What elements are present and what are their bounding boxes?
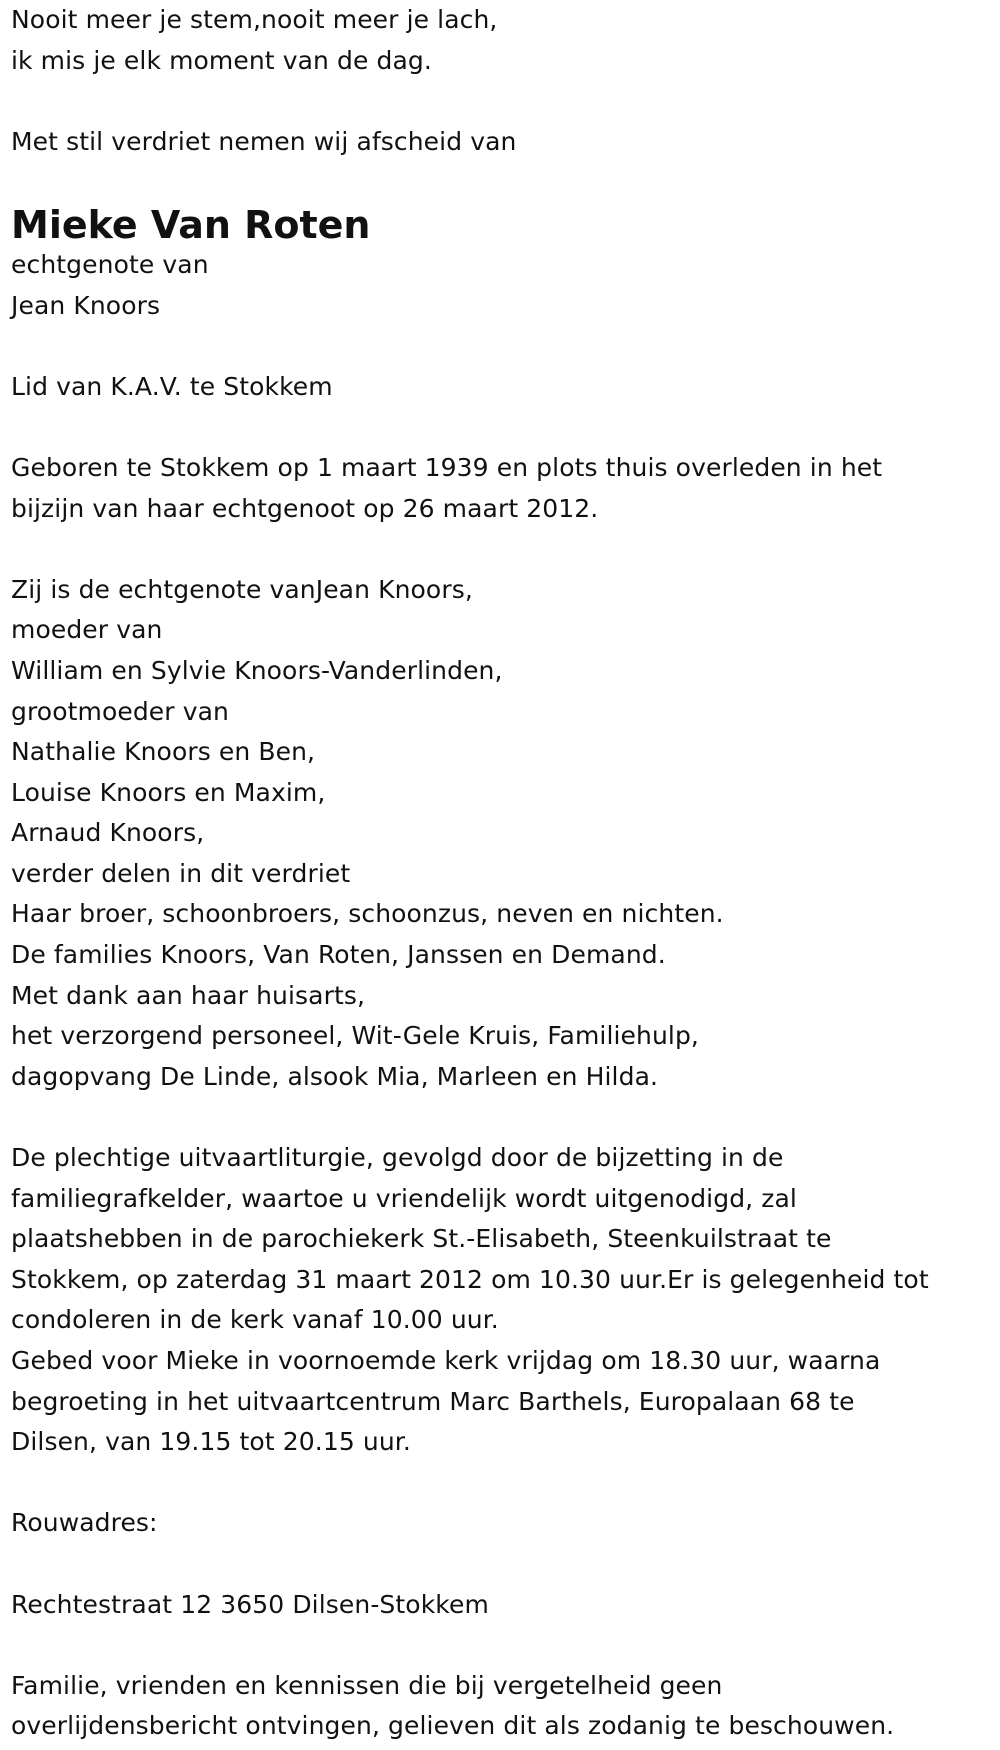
birth-death-line-2: bijzijn van haar echtgenoot op 26 maart 2012. [11, 493, 599, 523]
address-label: Rouwadres: [11, 1508, 158, 1538]
spacer [11, 407, 996, 448]
ceremony-line: begroeting in het uitvaartcentrum Marc Barthels, Europalaan 68 te [11, 1386, 855, 1416]
deceased-name: Mieke Van Roten [11, 202, 371, 247]
family-line: Zij is de echtgenote vanJean Knoors, [11, 574, 473, 604]
address-value: Rechtestraat 12 3650 Dilsen-Stokkem [11, 1589, 489, 1619]
spacer [11, 81, 996, 122]
family-line: grootmoeder van [11, 696, 229, 726]
family-line: Haar broer, schoonbroers, schoonzus, neven en nichten. [11, 899, 724, 929]
family-line: William en Sylvie Knoors-Vanderlinden, [11, 655, 503, 685]
ceremony-line: condoleren in de kerk vanaf 10.00 uur. [11, 1305, 499, 1335]
ceremony-line: plaatshebben in de parochiekerk St.-Elisabeth, Steenkuilstraat te [11, 1224, 832, 1254]
intro-text: Met stil verdriet nemen wij afscheid van [11, 126, 517, 156]
family-line: Nathalie Knoors en Ben, [11, 737, 316, 767]
ceremony-line: Stokkem, op zaterdag 31 maart 2012 om 10.30 uur.Er is gelegenheid tot [11, 1264, 929, 1294]
relation-text: echtgenote van [11, 249, 209, 279]
spouse-name: Jean Knoors [11, 290, 161, 320]
spacer [11, 162, 996, 203]
family-line: Met dank aan haar huisarts, [11, 980, 366, 1010]
ceremony-line: familiegrafkelder, waartoe u vriendelijk wordt uitgenodigd, zal [11, 1183, 797, 1213]
poem-line-2: ik mis je elk moment van de dag. [11, 45, 432, 75]
closing-line-1: Familie, vrienden en kennissen die bij vergetelheid geen [11, 1670, 723, 1700]
family-line: Louise Knoors en Maxim, [11, 777, 326, 807]
ceremony-line: De plechtige uitvaartliturgie, gevolgd door de bijzetting in de [11, 1143, 784, 1173]
spacer [11, 326, 996, 367]
spacer [11, 1625, 996, 1666]
family-line: het verzorgend personeel, Wit-Gele Kruis, Familiehulp, [11, 1021, 699, 1051]
spacer [11, 1544, 996, 1585]
spacer [11, 1463, 996, 1504]
family-line: dagopvang De Linde, alsook Mia, Marleen en Hilda. [11, 1061, 659, 1091]
ceremony-line: Dilsen, van 19.15 tot 20.15 uur. [11, 1427, 411, 1457]
poem-line-1: Nooit meer je stem,nooit meer je lach, [11, 5, 498, 34]
spacer [11, 529, 996, 570]
membership-text: Lid van K.A.V. te Stokkem [11, 371, 333, 401]
spacer [11, 1097, 996, 1138]
family-line: moeder van [11, 615, 163, 645]
birth-death-line-1: Geboren te Stokkem op 1 maart 1939 en plots thuis overleden in het [11, 452, 883, 482]
family-line: De families Knoors, Van Roten, Janssen en Demand. [11, 940, 666, 970]
family-line: verder delen in dit verdriet [11, 858, 351, 888]
ceremony-line: Gebed voor Mieke in voornoemde kerk vrijdag om 18.30 uur, waarna [11, 1346, 881, 1375]
closing-line-2: overlijdensbericht ontvingen, gelieven dit als zodanig te beschouwen. [11, 1711, 895, 1741]
family-line: Arnaud Knoors, [11, 818, 205, 848]
death-notice [11, 0, 996, 1747]
